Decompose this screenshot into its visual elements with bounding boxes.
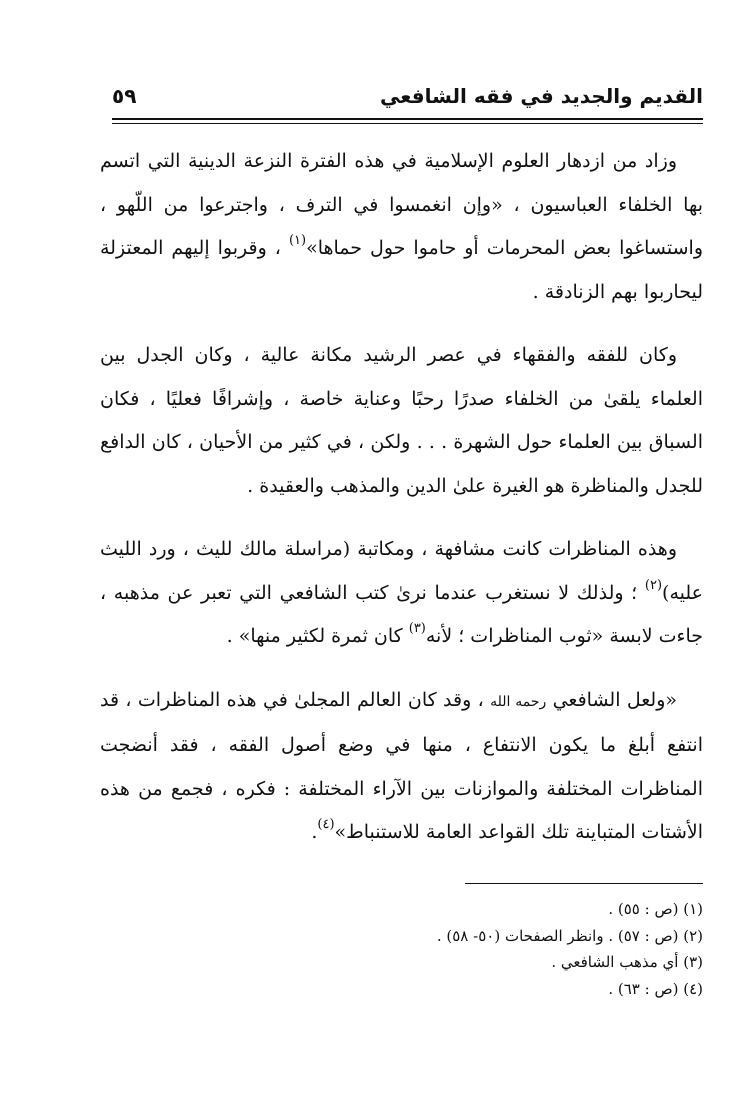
paragraph-4 [100,679,703,855]
header-rule-thick [112,118,703,120]
header-rule-thin [112,123,703,124]
body-text [100,140,703,855]
footnote-ref-3[interactable]: (٣) [408,621,426,636]
footnote-ref-4[interactable]: (٤) [317,817,335,832]
footnotes [200,896,703,1002]
footnote-2: (٢) (ص : ٥٧) . وانظر الصفحات (٥٠- ٥٨) . [436,926,703,945]
page-header [112,78,703,114]
footnote-separator [465,883,703,884]
paragraph-text: وزاد من ازدهار العلوم الإسلامية في هذه الفترة النزعة الدينية التي اتسم بها الخلفاء العباسيون ، «وإن انغمسوا في الترف ، واجترعوا من اللّهو ، واستساغوا بعض المحرمات أو حاموا حول حماها» [100,150,703,259]
footnote-3: (٣) أي مذهب الشافعي . [551,953,703,971]
page-number: ٥٩ [112,84,137,108]
paragraph-1 [100,140,703,314]
paragraph-text: كان ثمرة لكثير منها» . [226,625,403,647]
paragraph-2 [100,334,703,508]
paragraph-text: «ولعل الشافعي [552,688,677,711]
paragraph-3 [100,528,703,659]
footnote-1: (١) (ص : ٥٥) . [608,900,703,918]
footnote-ref-2[interactable]: (٢) [644,577,663,593]
paragraph-text: ، وقد كان العالم المجلىٰ في هذه المناظرات ، قد انتفع أبلغ ما يكون الانتفاع ، منها في وضع أصول الفقه ، فقد أنضجت المناظرات المختلفة والموازنات بين الآراء المختلفة : فكره ، فجمع من هذه الأشتات المتباينة تلك القواعد العامة للاستنباط» [100,688,703,843]
paragraph-text: وهذه المناظرات كانت مشافهة ، ومكاتبة (مراسلة مالك لليث ، ورد الليث عليه) [100,538,703,604]
footnote-ref-1[interactable]: (١) [288,233,307,248]
paragraph-text: وكان للفقه والفقهاء في عصر الرشيد مكانة عالية ، وكان الجدل بين العلماء يلقىٰ من الخلفاء صدرًا رحبًا وعناية خاصة ، وإشرافًا فعليًا ، فكان السباق بين العلماء حول الشهرة . . . ولكن ، في كثير من الأحيان ، كان الدافع للجدل والمناظرة هو الغيرة علىٰ الدين والمذهب والعقيدة . [100,344,703,497]
honorific-glyph: رحمه الله [490,693,547,710]
running-title: القديم والجديد في فقه الشافعي [380,84,703,108]
paragraph-text: ، وقربوا إليهم المعتزلة ليحاربوا بهم الزنادقة . [100,237,703,303]
footnote-4: (٤) (ص : ٦٣) . [608,979,703,998]
paragraph-text: ؛ ولذلك لا نستغرب عندما نرىٰ كتب الشافعي التي تعبر عن مذهبه ، جاءت لابسة «ثوب المناظرات ؛ لأنه [100,581,703,647]
paragraph-text: . [311,821,318,843]
